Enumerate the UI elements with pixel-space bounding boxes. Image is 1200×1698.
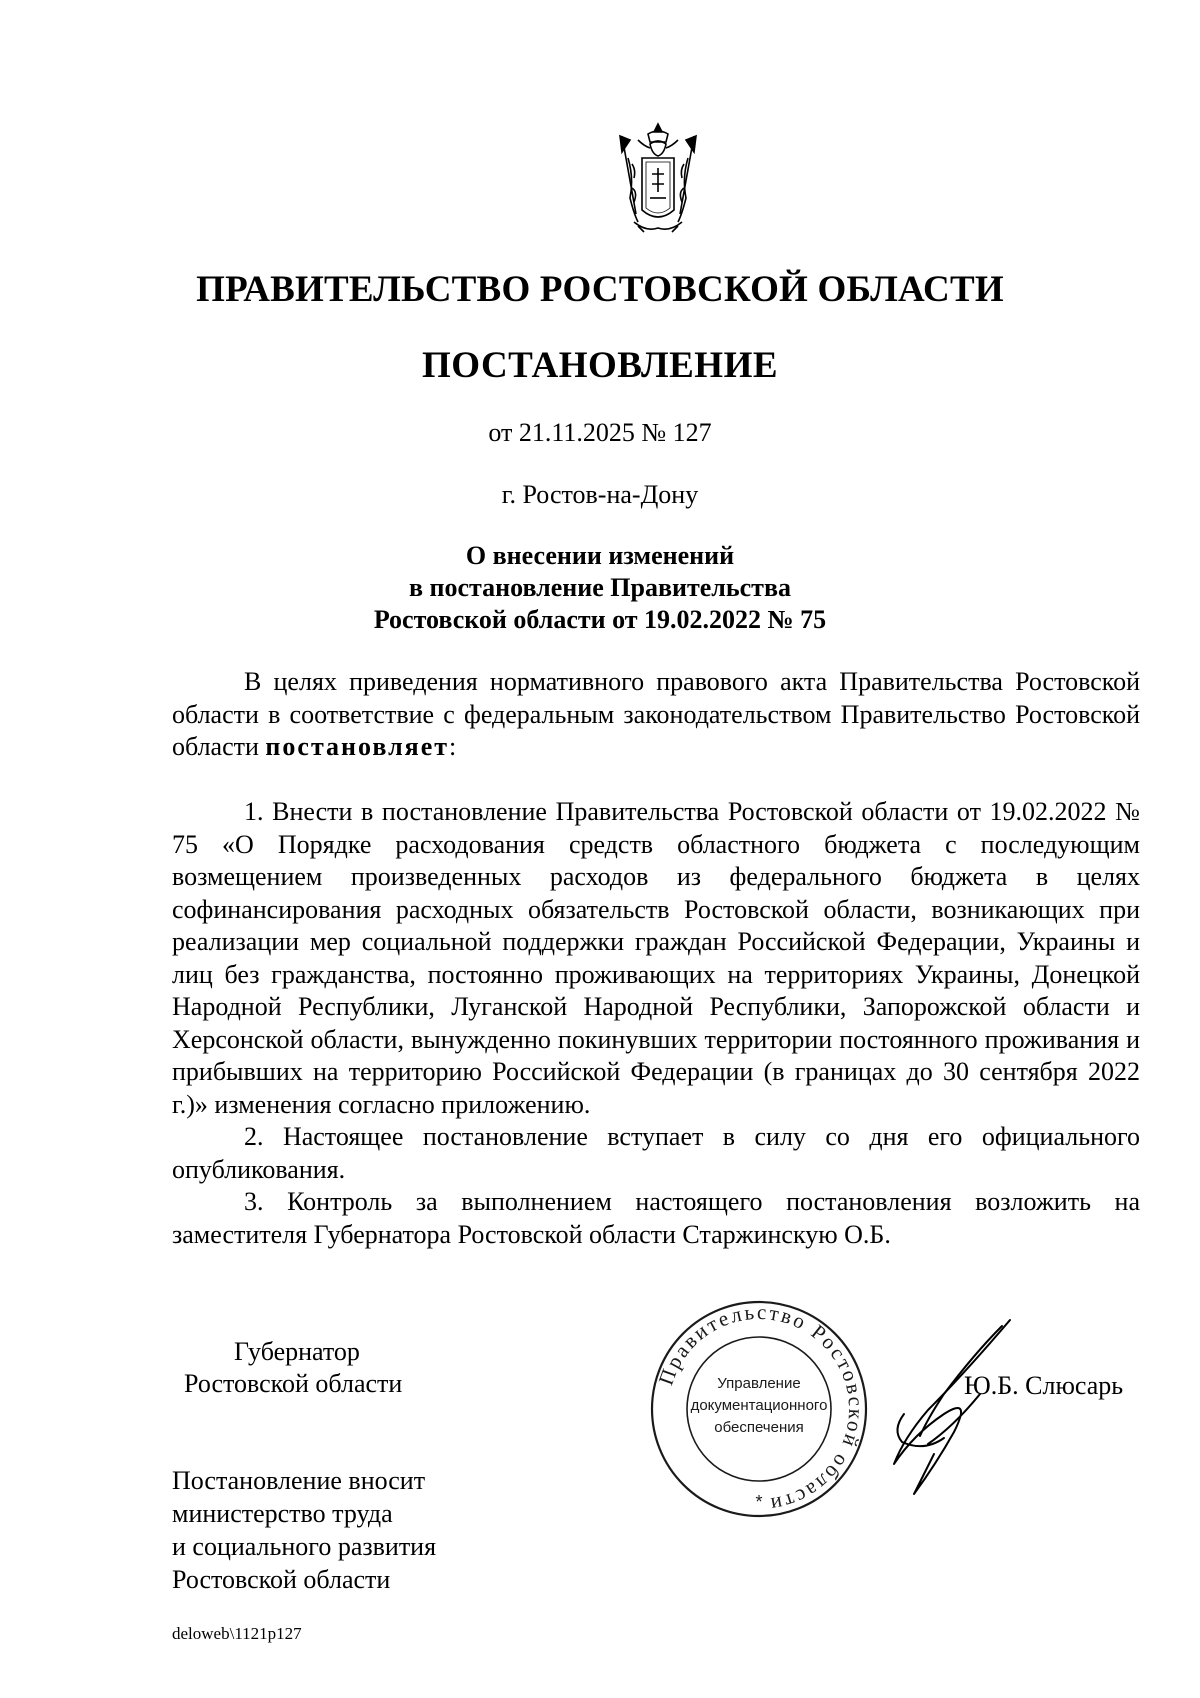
preamble-text: В целях приведения нормативного правового акта Правительства Ростовской области в соответствие с федеральным законодательством Правительство Ростовской области xyxy=(172,667,1140,761)
position-line: Губернатор xyxy=(234,1337,360,1366)
submitter-line: министерство труда xyxy=(172,1499,393,1528)
stamp-star: * xyxy=(755,1492,763,1512)
coat-of-arms-icon xyxy=(598,118,718,238)
submitter-note xyxy=(172,1464,436,1596)
preamble-end: : xyxy=(449,732,457,761)
handwritten-signature xyxy=(884,1314,1014,1514)
document-type: ПОСТАНОВЛЕНИЕ xyxy=(421,345,779,386)
preamble-keyword: постановляет xyxy=(265,732,450,761)
subject-line: в постановление Правительства xyxy=(408,573,791,602)
position-line: Ростовской области xyxy=(184,1369,403,1398)
resolution-point: 2. Настоящее постановление вступает в силу со дня его официального опубликования. xyxy=(172,1122,1140,1184)
stamp-outer-text: Правительство Ростовской области xyxy=(653,1299,869,1518)
submitter-line: Ростовской области xyxy=(172,1565,391,1594)
resolution-point: 3. Контроль за выполнением настоящего постановления возложить на заместителя Губернатора Ростовской области Старжинскую О.Б. xyxy=(172,1187,1140,1249)
resolution-points xyxy=(172,796,1140,1251)
submitter-line: Постановление вносит xyxy=(172,1466,426,1495)
preamble-paragraph xyxy=(172,666,1140,764)
document-city: г. Ростов-на-Дону xyxy=(501,480,699,509)
signer-name: Ю.Б. Слюсарь xyxy=(964,1371,1124,1400)
resolution-point: 1. Внести в постановление Правительства Ростовской области от 19.02.2022 № 75 «О Порядке расходования средств областного бюджета с последующим возмещением произведенных расходов из федерального бюджета в целях софинансирования расходных обязательств Ростовской области, возникающих при реализации мер социальной поддержки граждан Российской Федерации, Украины и лиц без гражданства, постоянно проживающих на территориях Украины, Донецкой Народной Республики, Луганской Народной Республики, Запорожской области и Херсонской области, вынужденно покинувших территории постоянного проживания и прибывших на территорию Российской Федерации (в границах до 30 сентября 2022 г.)» изменения согласно приложению. xyxy=(172,797,1140,1119)
official-stamp xyxy=(648,1298,870,1520)
stamp-inner-line: Управление xyxy=(717,1375,801,1392)
submitter-line: и социального развития xyxy=(172,1532,437,1561)
preamble xyxy=(172,666,1140,764)
government-name: ПРАВИТЕЛЬСТВО РОСТОВСКОЙ ОБЛАСТИ xyxy=(196,269,1004,310)
subject-line: О внесении изменений xyxy=(465,541,735,570)
stamp-inner-line: обеспечения xyxy=(714,1419,804,1436)
footer-code: deloweb\1121p127 xyxy=(172,1624,302,1643)
signatory-position xyxy=(172,1336,472,1400)
document-subject xyxy=(0,540,1200,636)
document-date-number: от 21.11.2025 № 127 xyxy=(488,418,712,447)
subject-line: Ростовской области от 19.02.2022 № 75 xyxy=(373,605,827,634)
stamp-inner-line: документационного xyxy=(690,1397,828,1414)
